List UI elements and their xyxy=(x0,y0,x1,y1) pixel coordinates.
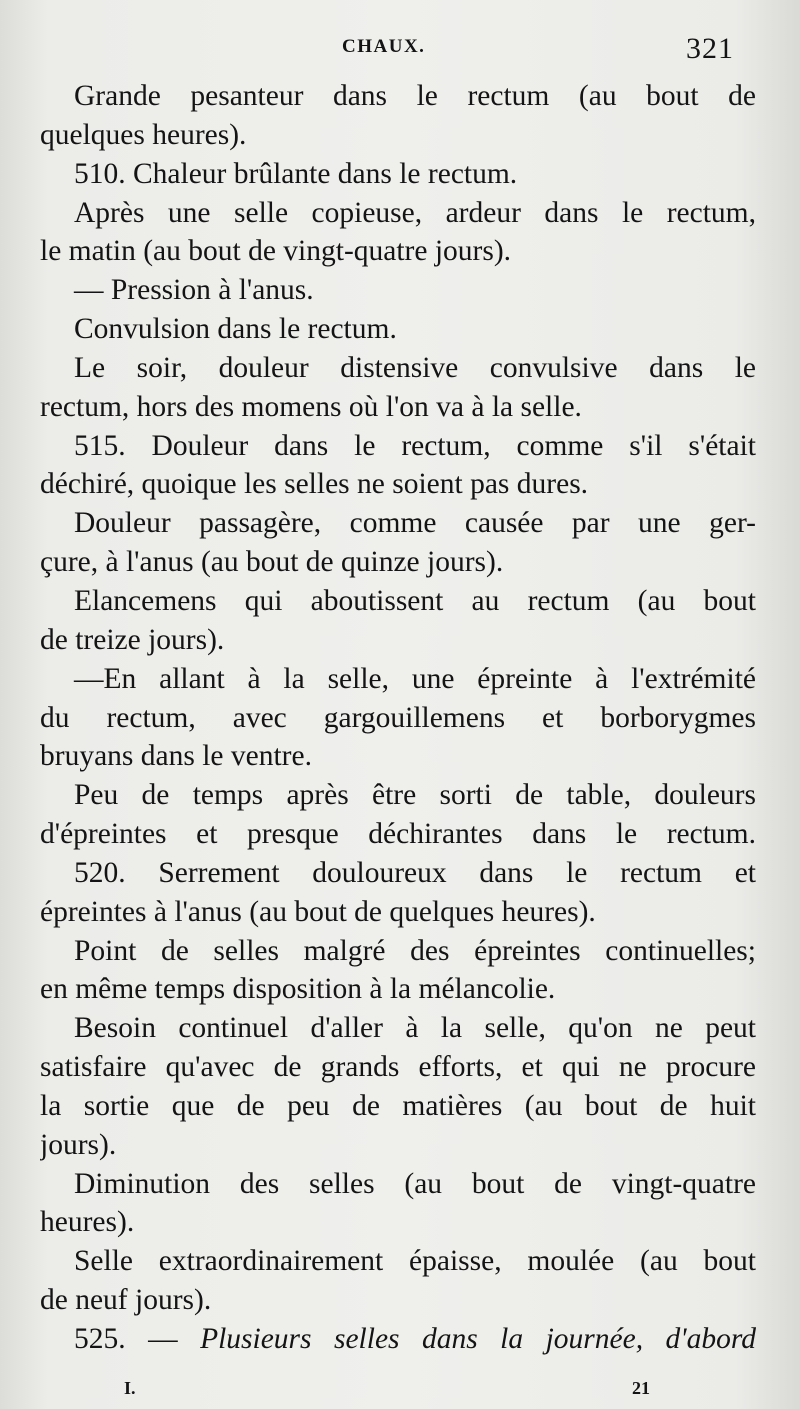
text-line: Après une selle copieuse, ardeur dans le rectum, xyxy=(74,196,756,229)
text-line: Besoin continuel d'aller à la selle, qu'on ne peut xyxy=(74,1012,756,1045)
text-line: en même temps disposition à la mélancolie. xyxy=(40,973,556,1006)
text-line: çure, à l'anus (au bout de quinze jours). xyxy=(40,546,504,579)
text-line: 520. Serrement douloureux dans le rectum et xyxy=(74,856,756,889)
text-line: de neuf jours). xyxy=(40,1284,212,1317)
text-line: le matin (au bout de vingt-quatre jours). xyxy=(40,235,512,268)
text-line: Le soir, douleur distensive convulsive dans le xyxy=(74,351,756,384)
text-line: de treize jours). xyxy=(40,623,225,656)
text-line: d'épreintes et presque déchirantes dans le rectum. xyxy=(40,818,756,851)
text-line: rectum, hors des momens où l'on va à la selle. xyxy=(40,390,582,423)
text-line: la sortie que de peu de matières (au bout de huit xyxy=(40,1089,756,1122)
text-line: Douleur passagère, comme causée par une ger- xyxy=(74,507,756,540)
text-line: — Pression à l'anus. xyxy=(74,274,314,307)
text-line: Convulsion dans le rectum. xyxy=(74,313,397,346)
text-line: Point de selles malgré des épreintes continuelles; xyxy=(74,934,756,967)
text-line: quelques heures). xyxy=(40,118,247,151)
signature-number: 21 xyxy=(632,1378,650,1398)
text-line: du rectum, avec gargouillemens et borborygmes xyxy=(40,701,756,734)
text-line: Peu de temps après être sorti de table, douleurs xyxy=(74,779,756,812)
text-line: bruyans dans le ventre. xyxy=(40,740,312,773)
text-line: Grande pesanteur dans le rectum (au bout de xyxy=(74,80,756,112)
text-line: déchiré, quoique les selles ne soient pas dures. xyxy=(40,468,589,501)
text-line: satisfaire qu'avec de grands efforts, et qui ne procure xyxy=(40,1051,756,1084)
body-text xyxy=(40,77,756,1359)
text-line: —En allant à la selle, une épreinte à l'extrémité xyxy=(74,662,756,695)
entry-number-prefix: 525. — xyxy=(74,1323,201,1355)
text-line: épreintes à l'anus (au bout de quelques heures). xyxy=(40,895,596,928)
text-line: jours). xyxy=(40,1128,117,1161)
signature-mark: I. xyxy=(124,1378,136,1398)
running-head xyxy=(0,32,800,76)
running-head-title: CHAUX. xyxy=(342,36,426,57)
italic-text: Plusieurs selles dans la journée, d'abord xyxy=(200,1323,756,1355)
text-line: Selle extraordinairement épaisse, moulée (au bout xyxy=(74,1245,756,1278)
page-number: 321 xyxy=(686,32,734,65)
text-line: heures). xyxy=(40,1206,135,1239)
page-footer xyxy=(0,1378,800,1402)
text-line-italic xyxy=(40,1320,756,1359)
text-line: Diminution des selles (au bout de vingt-quatre xyxy=(74,1167,756,1200)
text-line: 510. Chaleur brûlante dans le rectum. xyxy=(74,157,518,190)
text-line: 515. Douleur dans le rectum, comme s'il s'était xyxy=(74,429,756,462)
text-line: Elancemens qui aboutissent au rectum (au bout xyxy=(74,584,756,617)
